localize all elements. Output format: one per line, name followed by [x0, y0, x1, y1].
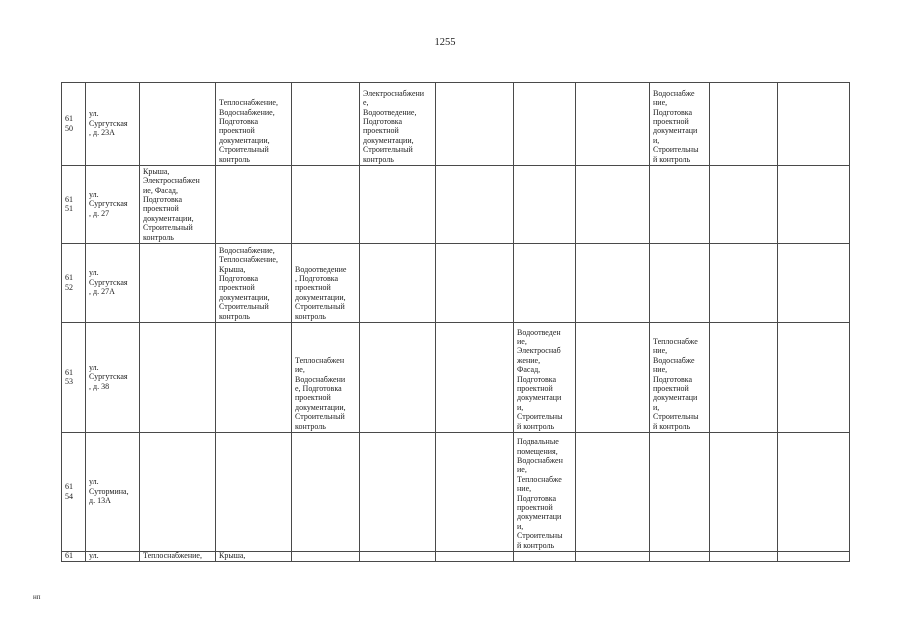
work-cell — [650, 552, 710, 562]
work-cell — [216, 433, 292, 552]
work-cell — [436, 433, 514, 552]
work-cell — [576, 433, 650, 552]
work-cell — [778, 244, 850, 323]
works-table — [61, 82, 850, 562]
work-cell: Водоснабже ние, Подготовка проектной документаци и, Строительны й контроль — [650, 83, 710, 166]
work-cell — [576, 244, 650, 323]
record-number-cell: 61 — [62, 552, 86, 562]
work-cell: Теплоснабжение, Водоснабжение, Подготовка проектной документации, Строительный контроль — [216, 83, 292, 166]
work-cell — [778, 433, 850, 552]
work-cell — [216, 166, 292, 244]
work-cell — [514, 83, 576, 166]
record-number-cell: 61 52 — [62, 244, 86, 323]
work-cell — [710, 166, 778, 244]
work-cell: Теплоснабже ние, Водоснабже ние, Подготовка проектной документаци и, Строительны й контроль — [650, 323, 710, 433]
work-cell: Теплоснабжен ие, Водоснабжени е, Подготовка проектной документации, Строительный контроль — [292, 323, 360, 433]
work-cell — [710, 244, 778, 323]
work-cell — [436, 244, 514, 323]
address-cell: ул. Сургутская , д. 27А — [86, 244, 140, 323]
page-number: 1255 — [434, 37, 456, 48]
address-cell: ул. Сургутская , д. 27 — [86, 166, 140, 244]
work-cell — [514, 166, 576, 244]
work-cell: Водоотведение , Подготовка проектной документации, Строительный контроль — [292, 244, 360, 323]
table-row — [62, 166, 850, 244]
work-cell — [436, 323, 514, 433]
work-cell — [140, 433, 216, 552]
footer-mark: нп — [33, 593, 41, 601]
work-cell — [216, 323, 292, 433]
work-cell — [650, 244, 710, 323]
work-cell — [778, 166, 850, 244]
work-cell — [576, 166, 650, 244]
work-cell — [576, 83, 650, 166]
record-number-cell: 61 51 — [62, 166, 86, 244]
table-row — [62, 552, 850, 562]
work-cell: Теплоснабжение, — [140, 552, 216, 562]
work-cell — [778, 83, 850, 166]
record-number-cell: 61 50 — [62, 83, 86, 166]
work-cell — [650, 166, 710, 244]
work-cell — [292, 166, 360, 244]
work-cell — [710, 323, 778, 433]
work-cell — [576, 552, 650, 562]
work-cell — [436, 166, 514, 244]
work-cell — [710, 83, 778, 166]
work-cell — [140, 323, 216, 433]
work-cell — [292, 433, 360, 552]
work-cell — [514, 552, 576, 562]
record-number-cell: 61 54 — [62, 433, 86, 552]
record-number-cell: 61 53 — [62, 323, 86, 433]
work-cell: Электроснабжени е, Водоотведение, Подготовка проектной документации, Строительный контроль — [360, 83, 436, 166]
work-cell — [650, 433, 710, 552]
address-cell: ул. Сутормина, д. 13А — [86, 433, 140, 552]
work-cell — [436, 552, 514, 562]
work-cell — [576, 323, 650, 433]
address-cell: ул. Сургутская , д. 38 — [86, 323, 140, 433]
table-row — [62, 433, 850, 552]
work-cell — [710, 433, 778, 552]
table-row — [62, 323, 850, 433]
work-cell — [140, 83, 216, 166]
work-cell — [360, 323, 436, 433]
work-cell: Крыша, Электроснабжен ие, Фасад, Подготовка проектной документации, Строительный контроль — [140, 166, 216, 244]
work-cell — [514, 244, 576, 323]
work-cell — [140, 244, 216, 323]
work-cell — [710, 552, 778, 562]
work-cell: Водоснабжение, Теплоснабжение, Крыша, Подготовка проектной документации, Строительный контроль — [216, 244, 292, 323]
address-cell: ул. Сургутская , д. 23А — [86, 83, 140, 166]
work-cell: Подвальные помещения, Водоснабжен ие, Теплоснабже ние, Подготовка проектной документаци и, Строительны й контроль — [514, 433, 576, 552]
work-cell: Крыша, — [216, 552, 292, 562]
work-cell: Водоотведен ие, Электроснаб жение, Фасад, Подготовка проектной документаци и, Строительны й контроль — [514, 323, 576, 433]
work-cell — [360, 166, 436, 244]
work-cell — [778, 552, 850, 562]
table-row — [62, 83, 850, 166]
address-cell: ул. — [86, 552, 140, 562]
work-cell — [360, 433, 436, 552]
work-cell — [360, 552, 436, 562]
work-cell — [292, 83, 360, 166]
work-cell — [292, 552, 360, 562]
work-cell — [778, 323, 850, 433]
work-cell — [436, 83, 514, 166]
work-cell — [360, 244, 436, 323]
table-row — [62, 244, 850, 323]
